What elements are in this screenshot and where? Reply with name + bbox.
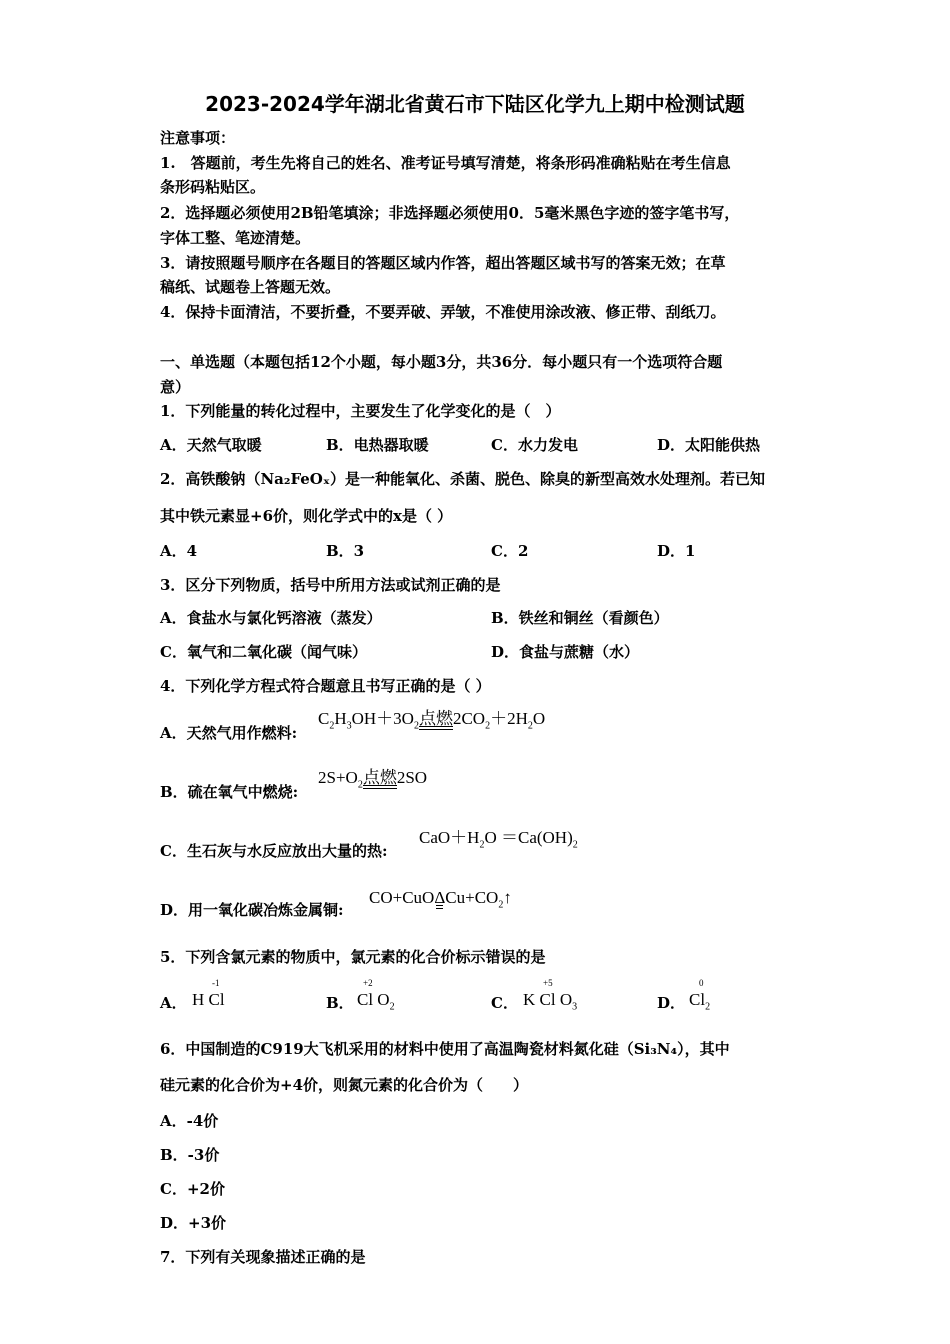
q4-option-c-equation: $CaO+H_2O =Ca(OH)_2$ <box>419 828 578 851</box>
question-2-stem: 2．高铁酸钠（Na₂FeOₓ）是一种能氧化、杀菌、脱色、除臭的新型高效水处理剂。若已知 <box>160 470 766 488</box>
q1-option-c: C．水力发电 <box>491 436 578 454</box>
q2-option-c: C．2 <box>491 542 529 560</box>
q5-option-d-label: D． <box>657 994 686 1012</box>
notice-line: 3．请按照题号顺序在各题目的答题区域内作答，超出答题区域书写的答案无效；在草 <box>160 254 726 272</box>
section-heading: 一、单选题（本题包括12个小题，每小题3分，共36分．每小题只有一个选项符合题 <box>160 353 723 371</box>
q5-option-b-formula: +2 Cl $O_2$ <box>357 978 395 1013</box>
q4-option-b-equation: $2S+O_2$点燃 2SO <box>318 768 428 791</box>
q4-option-a-equation: $C_2H_3OH+3O_2$点燃 $2CO_2+2H_2O$ <box>318 709 546 732</box>
question-7-stem: 7．下列有关现象描述正确的是 <box>160 1248 366 1266</box>
question-2-stem-cont: 其中铁元素显+6价，则化学式中的x是（ ） <box>160 507 453 525</box>
q6-option-c: C．+2价 <box>160 1180 225 1198</box>
q3-option-d: D．食盐与蔗糖（水） <box>491 643 640 661</box>
question-6-stem: 6．中国制造的C919大飞机采用的材料中使用了高温陶瓷材料氮化硅（Si₃N₄），其中 <box>160 1040 730 1058</box>
q3-option-a: A．食盐水与氯化钙溶液（蒸发） <box>160 609 382 627</box>
notice-line: 稿纸、试题卷上答题无效。 <box>160 278 341 296</box>
q2-option-a: A．4 <box>160 542 198 560</box>
q6-option-a: A．-4价 <box>160 1112 219 1130</box>
q2-option-b: B．3 <box>326 542 365 560</box>
page-title: 2023-2024学年湖北省黄石市下陆区化学九上期中检测试题 <box>205 92 745 116</box>
ignite-condition: 点燃 <box>418 709 453 728</box>
question-4-stem: 4．下列化学方程式符合题意且书写正确的是（ ） <box>160 677 491 695</box>
q3-option-c: C．氧气和二氧化碳（闻气味） <box>160 643 367 661</box>
q1-option-b: B．电热器取暖 <box>326 436 429 454</box>
ignite-condition: 点燃 <box>362 768 397 787</box>
q6-option-b: B．-3价 <box>160 1146 220 1164</box>
notice-line: 字体工整、笔迹清楚。 <box>160 229 311 247</box>
q5-option-a-label: A． <box>160 994 187 1012</box>
q5-option-a-formula: -1 H Cl <box>192 978 225 1009</box>
notice-line: 2．选择题必须使用2B铅笔填涂；非选择题必须使用0．5毫米黑色字迹的签字笔书写， <box>160 204 740 222</box>
q1-option-d: D．太阳能供热 <box>657 436 761 454</box>
q5-option-c-label: C． <box>491 994 518 1012</box>
q4-option-c-label: C．生石灰与水反应放出大量的热: <box>160 842 388 860</box>
q4-option-d-equation: CO+CuOΔ $Cu+CO_2↑$ <box>369 888 512 911</box>
notice-heading: 注意事项： <box>160 129 236 147</box>
q4-option-a-label: A．天然气用作燃料: <box>160 724 298 742</box>
q4-option-b-label: B．硫在氧气中燃烧: <box>160 783 299 801</box>
q5-option-b-label: B． <box>326 994 354 1012</box>
question-1-stem: 1．下列能量的转化过程中，主要发生了化学变化的是（ ） <box>160 402 561 420</box>
q4-option-d-label: D．用一氧化碳冶炼金属铜: <box>160 901 344 919</box>
q5-option-c-formula: +5 K Cl $O_3$ <box>523 978 578 1013</box>
q5-option-d-formula: 0 $Cl_2$ <box>689 978 711 1013</box>
question-6-stem-cont: 硅元素的化合价为+4价，则氮元素的化合价为（ ） <box>160 1076 529 1094</box>
notice-line: 条形码粘贴区。 <box>160 178 266 196</box>
q2-option-d: D．1 <box>657 542 696 560</box>
section-heading-cont: 意） <box>160 378 191 396</box>
question-3-stem: 3．区分下列物质，括号中所用方法或试剂正确的是 <box>160 576 501 594</box>
q3-option-b: B．铁丝和铜丝（看颜色） <box>491 609 669 627</box>
question-5-stem: 5．下列含氯元素的物质中，氯元素的化合价标示错误的是 <box>160 948 546 966</box>
heat-condition: Δ <box>434 888 446 907</box>
notice-line: 1. 答题前，考生先将自己的姓名、准考证号填写清楚，将条形码准确粘贴在考生信息 <box>160 154 731 172</box>
q1-option-a: A．天然气取暖 <box>160 436 262 454</box>
notice-line: 4．保持卡面清洁，不要折叠，不要弄破、弄皱，不准使用涂改液、修正带、刮纸刀。 <box>160 303 726 321</box>
q6-option-d: D．+3价 <box>160 1214 227 1232</box>
